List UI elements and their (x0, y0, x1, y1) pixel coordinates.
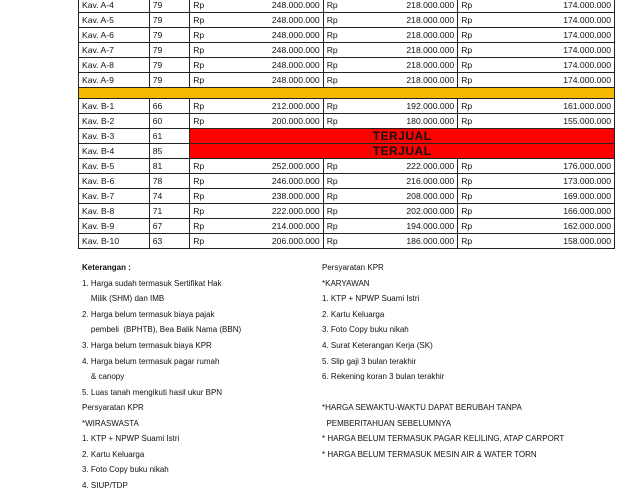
price-table (78, 0, 615, 249)
kavling-cell: Kav. B-6 (79, 174, 150, 189)
currency-cell: Rp (190, 13, 217, 28)
price-cell: 174.000.000 (485, 43, 615, 58)
separator-cell (79, 88, 615, 99)
currency-cell: Rp (323, 114, 350, 129)
currency-cell: Rp (190, 58, 217, 73)
price-cell: 174.000.000 (485, 73, 615, 88)
price-cell: 206.000.000 (217, 234, 324, 249)
luas-cell: 71 (149, 204, 189, 219)
luas-cell: 63 (149, 234, 189, 249)
price-cell: 214.000.000 (217, 219, 324, 234)
currency-cell: Rp (323, 189, 350, 204)
table-row (79, 204, 615, 219)
kpr-karyawan-title: Persyaratan KPR (322, 263, 384, 272)
keterangan-item: & canopy (82, 372, 125, 382)
kavling-cell: Kav. B-3 (79, 129, 150, 144)
price-cell: 161.000.000 (485, 99, 615, 114)
currency-cell: Rp (323, 99, 350, 114)
price-cell: 192.000.000 (350, 99, 458, 114)
sold-badge: TERJUAL (190, 129, 615, 144)
kavling-cell: Kav. A-5 (79, 13, 150, 28)
currency-cell: Rp (190, 159, 217, 174)
keterangan-title: Keterangan : (82, 263, 131, 272)
currency-cell: Rp (458, 189, 485, 204)
currency-cell: Rp (458, 58, 485, 73)
price-cell: 158.000.000 (485, 234, 615, 249)
table-row (79, 174, 615, 189)
note-item: PEMBERITAHUAN SEBELUMNYA (322, 418, 452, 428)
price-cell: 248.000.000 (217, 43, 324, 58)
kpr-karyawan-section (322, 260, 444, 385)
kavling-cell: Kav. B-10 (79, 234, 150, 249)
table-row (79, 0, 615, 13)
currency-cell: Rp (458, 73, 485, 88)
kpr-wiraswasta-item: 3. Foto Copy buku nikah (82, 465, 169, 475)
price-cell: 216.000.000 (350, 174, 458, 189)
notes-section (322, 400, 564, 462)
price-cell: 218.000.000 (350, 13, 458, 28)
currency-cell: Rp (323, 43, 350, 58)
currency-cell: Rp (323, 73, 350, 88)
price-cell: 169.000.000 (485, 189, 615, 204)
currency-cell: Rp (458, 13, 485, 28)
luas-cell: 79 (149, 28, 189, 43)
kpr-wiraswasta-title: Persyaratan KPR (82, 403, 144, 412)
kavling-cell: Kav. B-8 (79, 204, 150, 219)
currency-cell: Rp (458, 28, 485, 43)
price-cell: 208.000.000 (350, 189, 458, 204)
price-cell: 174.000.000 (485, 58, 615, 73)
kavling-cell: Kav. B-1 (79, 99, 150, 114)
currency-cell: Rp (190, 219, 217, 234)
table-row (79, 58, 615, 73)
currency-cell: Rp (458, 99, 485, 114)
price-cell: 222.000.000 (217, 204, 324, 219)
currency-cell: Rp (458, 114, 485, 129)
sold-row (79, 144, 615, 159)
keterangan-item: 1. Harga sudah termasuk Sertifikat Hak (82, 278, 222, 288)
currency-cell: Rp (190, 174, 217, 189)
note-item: *HARGA SEWAKTU-WAKTU DAPAT BERUBAH TANPA (322, 403, 522, 412)
luas-cell: 60 (149, 114, 189, 129)
currency-cell: Rp (458, 174, 485, 189)
price-cell: 218.000.000 (350, 58, 458, 73)
price-cell: 166.000.000 (485, 204, 615, 219)
currency-cell: Rp (190, 234, 217, 249)
kavling-cell: Kav. B-9 (79, 219, 150, 234)
price-cell: 174.000.000 (485, 13, 615, 28)
price-cell: 162.000.000 (485, 219, 615, 234)
kavling-cell: Kav. A-4 (79, 0, 150, 13)
kavling-cell: Kav. B-4 (79, 144, 150, 159)
notes-list (322, 400, 564, 462)
luas-cell: 79 (149, 58, 189, 73)
table-row (79, 189, 615, 204)
price-cell: 248.000.000 (217, 13, 324, 28)
kpr-wiraswasta-subtitle: *WIRASWASTA (82, 418, 139, 428)
price-cell: 248.000.000 (217, 28, 324, 43)
keterangan-item: Milik (SHM) dan IMB (82, 294, 165, 304)
kpr-karyawan-item: 3. Foto Copy buku nikah (322, 325, 409, 335)
luas-cell: 74 (149, 189, 189, 204)
currency-cell: Rp (458, 234, 485, 249)
kpr-karyawan-item: 6. Rekening koran 3 bulan terakhir (322, 372, 445, 382)
price-cell: 218.000.000 (350, 28, 458, 43)
kpr-karyawan-item: 5. Slip gaji 3 bulan terakhir (322, 356, 417, 366)
kpr-karyawan-list (322, 291, 444, 385)
note-item: * HARGA BELUM TERMASUK PAGAR KELILING, ATAP CARPORT (322, 434, 565, 444)
kpr-wiraswasta-item: 1. KTP + NPWP Suami Istri (82, 434, 180, 444)
price-cell: 222.000.000 (350, 159, 458, 174)
sold-row (79, 129, 615, 144)
currency-cell: Rp (190, 99, 217, 114)
price-table-body (79, 0, 615, 249)
price-cell: 200.000.000 (217, 114, 324, 129)
kpr-wiraswasta-item: 2. Kartu Keluarga (82, 449, 145, 459)
table-row (79, 159, 615, 174)
price-cell: 248.000.000 (217, 58, 324, 73)
luas-cell: 79 (149, 13, 189, 28)
table-row (79, 28, 615, 43)
price-cell: 176.000.000 (485, 159, 615, 174)
luas-cell: 81 (149, 159, 189, 174)
currency-cell: Rp (190, 114, 217, 129)
price-cell: 218.000.000 (350, 43, 458, 58)
kpr-wiraswasta-item: 4. SIUP/TDP (82, 480, 128, 490)
table-row (79, 43, 615, 58)
currency-cell: Rp (190, 28, 217, 43)
price-cell: 180.000.000 (350, 114, 458, 129)
luas-cell: 79 (149, 0, 189, 13)
luas-cell: 85 (149, 144, 189, 159)
price-cell: 246.000.000 (217, 174, 324, 189)
price-cell: 155.000.000 (485, 114, 615, 129)
price-cell: 174.000.000 (485, 28, 615, 43)
luas-cell: 79 (149, 43, 189, 58)
luas-cell: 66 (149, 99, 189, 114)
currency-cell: Rp (458, 43, 485, 58)
kavling-cell: Kav. A-6 (79, 28, 150, 43)
kavling-cell: Kav. A-8 (79, 58, 150, 73)
currency-cell: Rp (190, 43, 217, 58)
table-row (79, 114, 615, 129)
keterangan-item: 2. Harga belum termasuk biaya pajak (82, 309, 215, 319)
kpr-karyawan-subtitle: *KARYAWAN (322, 278, 370, 288)
luas-cell: 78 (149, 174, 189, 189)
price-cell: 218.000.000 (350, 73, 458, 88)
price-cell: 173.000.000 (485, 174, 615, 189)
price-cell: 194.000.000 (350, 219, 458, 234)
currency-cell: Rp (323, 0, 350, 13)
block-separator-row (79, 88, 615, 99)
keterangan-item: pembeli (BPHTB), Bea Balik Nama (BBN) (82, 325, 242, 335)
currency-cell: Rp (458, 0, 485, 13)
keterangan-item: 3. Harga belum termasuk biaya KPR (82, 340, 212, 350)
price-cell: 248.000.000 (217, 0, 324, 13)
price-cell: 174.000.000 (485, 0, 615, 13)
kpr-wiraswasta-list (82, 431, 179, 493)
kpr-karyawan-item: 1. KTP + NPWP Suami Istri (322, 294, 420, 304)
price-cell: 218.000.000 (350, 0, 458, 13)
currency-cell: Rp (323, 174, 350, 189)
currency-cell: Rp (190, 73, 217, 88)
luas-cell: 61 (149, 129, 189, 144)
keterangan-list (82, 276, 241, 401)
kavling-cell: Kav. B-2 (79, 114, 150, 129)
currency-cell: Rp (323, 234, 350, 249)
currency-cell: Rp (323, 28, 350, 43)
currency-cell: Rp (458, 159, 485, 174)
price-cell: 202.000.000 (350, 204, 458, 219)
note-item: * HARGA BELUM TERMASUK MESIN AIR & WATER TORN (322, 449, 537, 459)
currency-cell: Rp (323, 58, 350, 73)
kavling-cell: Kav. A-9 (79, 73, 150, 88)
price-cell: 186.000.000 (350, 234, 458, 249)
price-cell: 238.000.000 (217, 189, 324, 204)
currency-cell: Rp (323, 204, 350, 219)
kpr-karyawan-item: 2. Kartu Keluarga (322, 309, 385, 319)
table-row (79, 73, 615, 88)
kavling-cell: Kav. A-7 (79, 43, 150, 58)
kpr-karyawan-item: 4. Surat Keterangan Kerja (SK) (322, 340, 433, 350)
currency-cell: Rp (190, 204, 217, 219)
currency-cell: Rp (323, 159, 350, 174)
currency-cell: Rp (190, 189, 217, 204)
keterangan-item: 4. Harga belum termasuk pagar rumah (82, 356, 220, 366)
kavling-cell: Kav. B-7 (79, 189, 150, 204)
currency-cell: Rp (323, 13, 350, 28)
keterangan-item: 5. Luas tanah mengikuti hasil ukur BPN (82, 387, 223, 397)
sold-badge: TERJUAL (190, 144, 615, 159)
price-cell: 212.000.000 (217, 99, 324, 114)
table-row (79, 234, 615, 249)
luas-cell: 79 (149, 73, 189, 88)
luas-cell: 67 (149, 219, 189, 234)
kpr-wiraswasta-section (82, 400, 179, 494)
currency-cell: Rp (458, 219, 485, 234)
table-row (79, 13, 615, 28)
currency-cell: Rp (458, 204, 485, 219)
price-cell: 252.000.000 (217, 159, 324, 174)
currency-cell: Rp (190, 0, 217, 13)
keterangan-section (82, 260, 241, 400)
table-row (79, 219, 615, 234)
price-cell: 248.000.000 (217, 73, 324, 88)
kavling-cell: Kav. B-5 (79, 159, 150, 174)
currency-cell: Rp (323, 219, 350, 234)
table-row (79, 99, 615, 114)
